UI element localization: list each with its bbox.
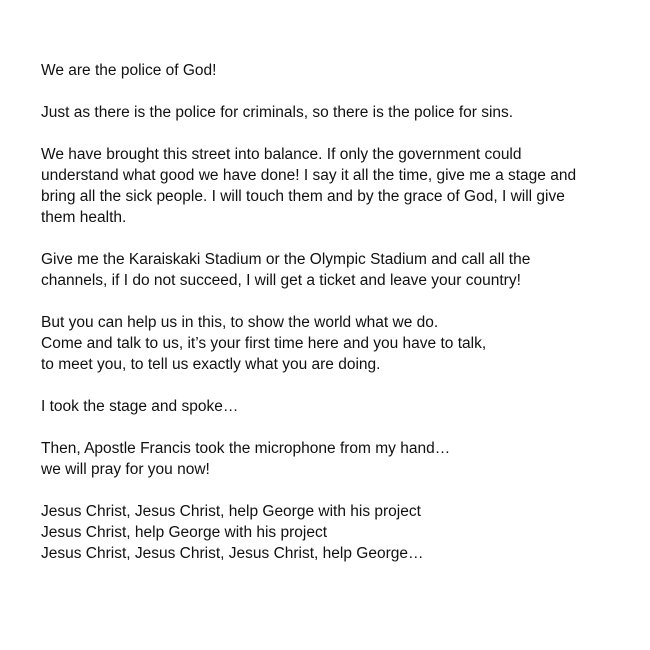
text-line: Jesus Christ, Jesus Christ, Jesus Christ, help George… [41, 545, 424, 562]
paragraph-1 [41, 60, 631, 81]
text-line: I took the stage and spoke… [41, 398, 239, 415]
text-line: understand what good we have done! I say it all the time, give me a stage and [41, 167, 577, 184]
text-line: them health. [41, 209, 127, 226]
text-line: to meet you, to tell us exactly what you are doing. [41, 356, 381, 373]
text-line: bring all the sick people. I will touch them and by the grace of God, I will give [41, 188, 565, 205]
paragraph-8 [41, 501, 631, 564]
text-line: we will pray for you now! [41, 461, 210, 478]
text-line: Jesus Christ, Jesus Christ, help George with his project [41, 503, 421, 520]
text-line: Come and talk to us, it’s your first time here and you have to talk, [41, 335, 487, 352]
text-line: But you can help us in this, to show the world what we do. [41, 314, 439, 331]
paragraph-3 [41, 144, 631, 228]
paragraph-2 [41, 102, 631, 123]
text-line: Give me the Karaiskaki Stadium or the Olympic Stadium and call all the [41, 251, 531, 268]
text-line: Just as there is the police for criminals, so there is the police for sins. [41, 104, 514, 121]
text-line: Jesus Christ, help George with his project [41, 524, 328, 541]
paragraph-7 [41, 438, 631, 480]
paragraph-4 [41, 249, 631, 291]
text-line: Then, Apostle Francis took the microphone from my hand… [41, 440, 451, 457]
document-body [41, 60, 631, 564]
text-line: We have brought this street into balance. If only the government could [41, 146, 522, 163]
text-line: We are the police of God! [41, 62, 217, 79]
paragraph-6 [41, 396, 631, 417]
paragraph-5 [41, 312, 631, 375]
text-line: channels, if I do not succeed, I will get a ticket and leave your country! [41, 272, 521, 289]
